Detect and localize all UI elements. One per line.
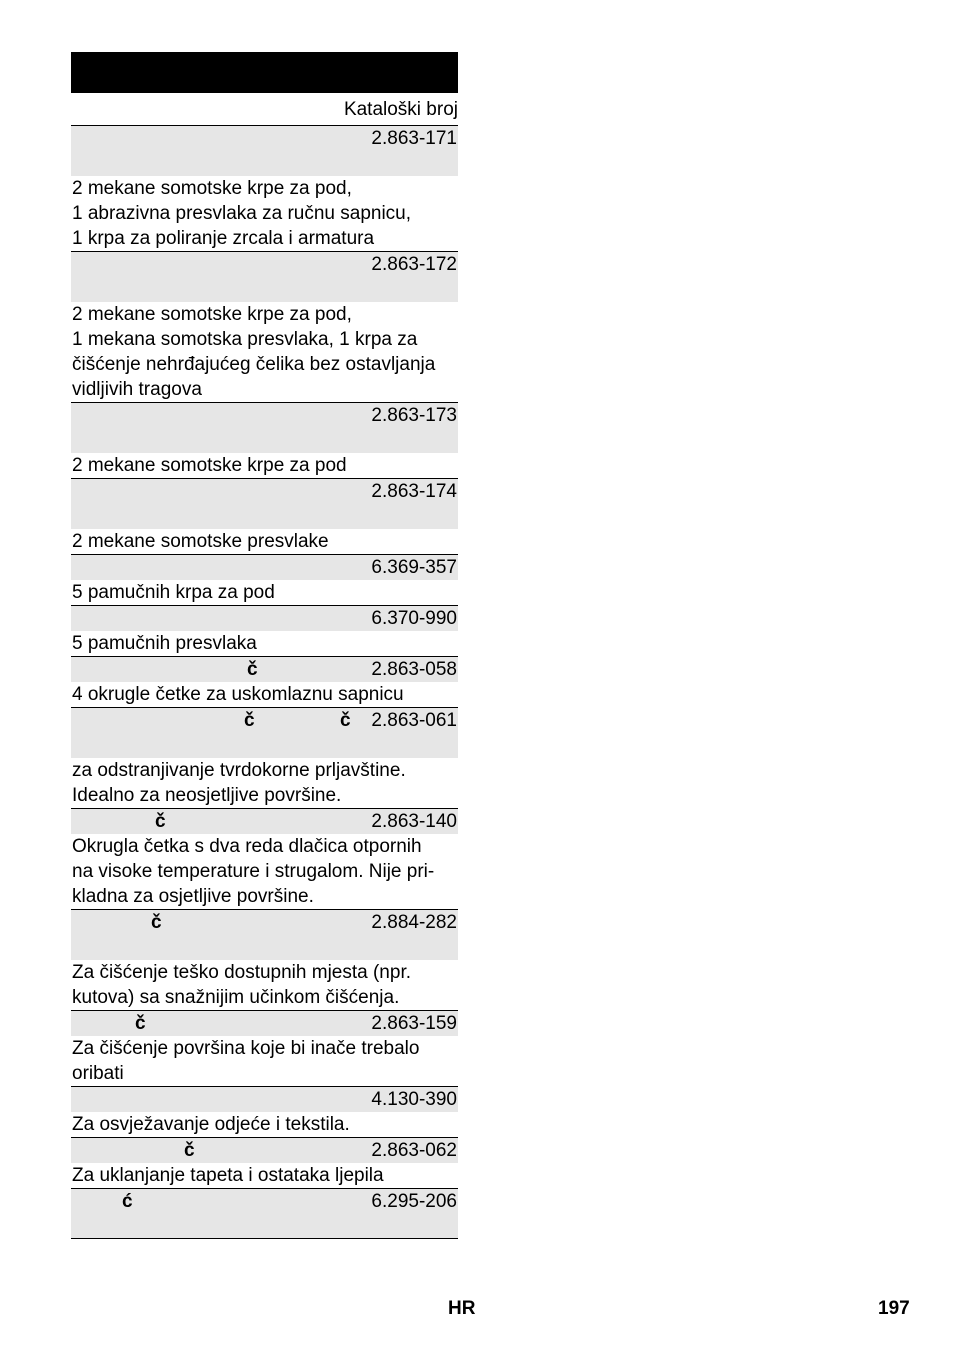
description-line: za odstranjivanje tvrdokorne prljavštine. [72, 760, 406, 781]
table-row-description [71, 682, 458, 708]
description-line: Za uklanjanje tapeta i ostataka ljepila [72, 1165, 384, 1186]
table-row-title [71, 479, 458, 529]
title-fragment: č [244, 710, 255, 731]
catalog-number: 4.130-390 [371, 1089, 457, 1110]
page-number: 197 [878, 1298, 910, 1319]
catalog-number: 2.863-171 [371, 128, 457, 149]
table-row-title [71, 809, 458, 834]
description-line: 4 okrugle četke za uskomlaznu sapnicu [72, 684, 404, 705]
table-row-title [71, 403, 458, 453]
description-line: 2 mekane somotske krpe za pod, [72, 304, 352, 325]
table-row-title [71, 1087, 458, 1112]
description-line: 2 mekane somotske krpe za pod [72, 455, 347, 476]
table-row-description [71, 1036, 458, 1087]
catalog-number: 2.863-061 [371, 710, 457, 731]
table-row-title [71, 910, 458, 960]
catalog-number: 6.370-990 [371, 608, 457, 629]
description-line: 5 pamučnih presvlaka [72, 633, 257, 654]
table-row-title [71, 555, 458, 580]
footer-language: HR [448, 1298, 476, 1319]
table-row-title [71, 708, 458, 758]
catalog-number: 2.884-282 [371, 912, 457, 933]
description-line: kutova) sa snažnijim učinkom čišćenja. [72, 987, 400, 1008]
column-header-catalog-number: Kataloški broj [71, 93, 458, 126]
description-line: 1 mekana somotska presvlaka, 1 krpa za [72, 329, 418, 350]
description-line: 2 mekane somotske presvlake [72, 531, 329, 552]
description-line: 1 krpa za poliranje zrcala i armatura [72, 228, 375, 249]
title-fragment: ć [122, 1191, 133, 1212]
table-row-title [71, 1138, 458, 1163]
title-fragment: č [247, 659, 258, 680]
table-row-title [71, 1011, 458, 1036]
description-line: 2 mekane somotske krpe za pod, [72, 178, 352, 199]
table-row-description [71, 1112, 458, 1138]
catalog-number: 6.295-206 [371, 1191, 457, 1212]
title-fragment: č [184, 1140, 195, 1161]
catalog-number: 2.863-173 [371, 405, 457, 426]
description-line: kladna za osjetljive površine. [72, 886, 314, 907]
accessories-table [71, 52, 458, 1239]
catalog-number: 2.863-172 [371, 254, 457, 275]
description-line: Za čišćenje površina koje bi inače trebalo [72, 1038, 420, 1059]
description-line: 1 abrazivna presvlaka za ručnu sapnicu, [72, 203, 412, 224]
title-fragment: č [135, 1013, 146, 1034]
table-row-description [71, 1163, 458, 1189]
catalog-number: 2.863-062 [371, 1140, 457, 1161]
table-row-description [71, 631, 458, 657]
description-line: Za čišćenje teško dostupnih mjesta (npr. [72, 962, 412, 983]
catalog-number: 2.863-159 [371, 1013, 457, 1034]
table-row-description [71, 302, 458, 403]
title-fragment: č [151, 912, 162, 933]
description-line: na visoke temperature i strugalom. Nije pri- [72, 861, 435, 882]
table-row-description [71, 453, 458, 479]
table-title-bar [71, 52, 458, 93]
table-row-description [71, 580, 458, 606]
description-line: Okrugla četka s dva reda dlačica otpornih [72, 836, 422, 857]
description-line: 5 pamučnih krpa za pod [72, 582, 275, 603]
table-row-title [71, 252, 458, 302]
table-row-description [71, 529, 458, 555]
title-fragment: č [155, 811, 166, 832]
catalog-number: 2.863-058 [371, 659, 457, 680]
table-row-description [71, 960, 458, 1011]
description-line: čišćenje nehrđajućeg čelika bez ostavljanja [72, 354, 436, 375]
table-row-title [71, 1189, 458, 1239]
description-line: vidljivih tragova [72, 379, 202, 400]
description-line: Za osvježavanje odjeće i tekstila. [72, 1114, 350, 1135]
table-body [71, 126, 458, 1239]
table-row-title [71, 606, 458, 631]
table-row-description [71, 834, 458, 910]
catalog-number: 2.863-174 [371, 481, 457, 502]
catalog-number: 6.369-357 [371, 557, 457, 578]
table-row-description [71, 758, 458, 809]
description-line: Idealno za neosjetljive površine. [72, 785, 342, 806]
description-line: oribati [72, 1063, 124, 1084]
table-row-description [71, 176, 458, 252]
table-row-title [71, 126, 458, 176]
catalog-number: 2.863-140 [371, 811, 457, 832]
title-fragment: č [340, 710, 351, 731]
table-row-title [71, 657, 458, 682]
